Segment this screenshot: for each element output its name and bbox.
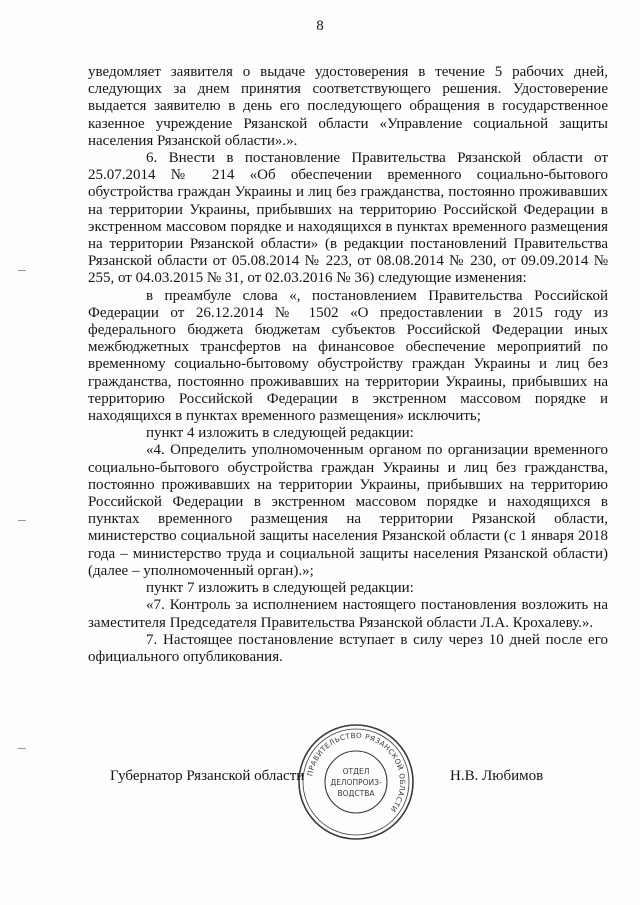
paragraph-point-4-intro: пункт 4 изложить в следующей редакции: <box>146 425 414 442</box>
margin-mark <box>18 270 26 271</box>
official-stamp-icon <box>296 722 416 842</box>
stamp-outer-text: ПРАВИТЕЛЬСТВО РЯЗАНСКОЙ ОБЛАСТИ <box>305 730 408 814</box>
paragraph-item-7: 7. Настоящее постановление вступает в силу через 10 дней после его официального опубликования. <box>88 631 608 665</box>
paragraph-point-7-text: «7. Контроль за исполнением настоящего постановления возложить на заместителя Председателя Правительства Рязанской области Л.А. Крохалеву.». <box>88 597 608 631</box>
paragraph-item-6: 6. Внести в постановление Правительства Рязанской области от 25.07.2014 № 214 «Об обеспечении временного социально-бытового обустройства граждан Украины и лиц без гражданства, постоянно проживавших на территории Украины, прибывших на территорию Российской Федерации в экстренном массовом порядке и находящихся в пунктах временного размещения на территории Рязанской области» (в редакции постановлений Правительства Рязанской области от 05.08.2014 № 223, от 08.08.2014 № 230, от 09.09.2014 № 255, от 04.03.2015 № 31, от 02.03.2016 № 36) следующие изменения: <box>88 150 608 287</box>
paragraph-continuation: уведомляет заявителя о выдаче удостоверения в течение 5 рабочих дней, следующих за днем принятия соответствующего решения. Удостоверение выдается заявителю в день его последующего обращения в государственное казенное учреждение Рязанской области «Управление социальной защиты населения Рязанской области».». <box>88 64 608 149</box>
page-number: 8 <box>316 18 324 34</box>
stamp-center-line-2: ДЕЛОПРОИЗ- <box>330 778 382 787</box>
paragraph-point-4-text: «4. Определить уполномоченным органом по организации временного социально-бытового обустройства граждан Украины и лиц без гражданства, постоянно проживавших на территории Украины, прибывших на территорию Российской Федерации в экстренном массовом порядке и находящихся в пунктах временного размещения на территории Рязанской области, министерство социальной защиты населения Рязанской области (с 1 января 2018 года – министерство труда и социальной защиты населения Рязанской области) (далее – уполномоченный орган).»; <box>88 442 608 579</box>
margin-mark <box>18 520 26 521</box>
stamp-center-line-3: ВОДСТВА <box>337 789 375 798</box>
paragraph-point-7-intro: пункт 7 изложить в следующей редакции: <box>146 580 414 597</box>
signatory-name: Н.В. Любимов <box>450 768 544 784</box>
margin-mark <box>18 748 26 749</box>
document-body <box>88 64 608 666</box>
paragraph-preamble-change: в преамбуле слова «, постановлением Правительства Российской Федерации от 26.12.2014 № 1502 «О предоставлении в 2015 году из федерального бюджета бюджетам субъектов Российской Федерации иных межбюджетных трансфертов на финансовое обеспечение мероприятий по временному социально-бытовому обустройству граждан Украины и лиц без гражданства, постоянно проживавших на территории Украины, прибывших на территорию Российской Федерации в экстренном массовом порядке и находящихся в пунктах временного размещения» исключить; <box>88 287 608 425</box>
signatory-title: Губернатор Рязанской области <box>110 768 305 784</box>
stamp-center-line-1: ОТДЕЛ <box>342 767 370 776</box>
